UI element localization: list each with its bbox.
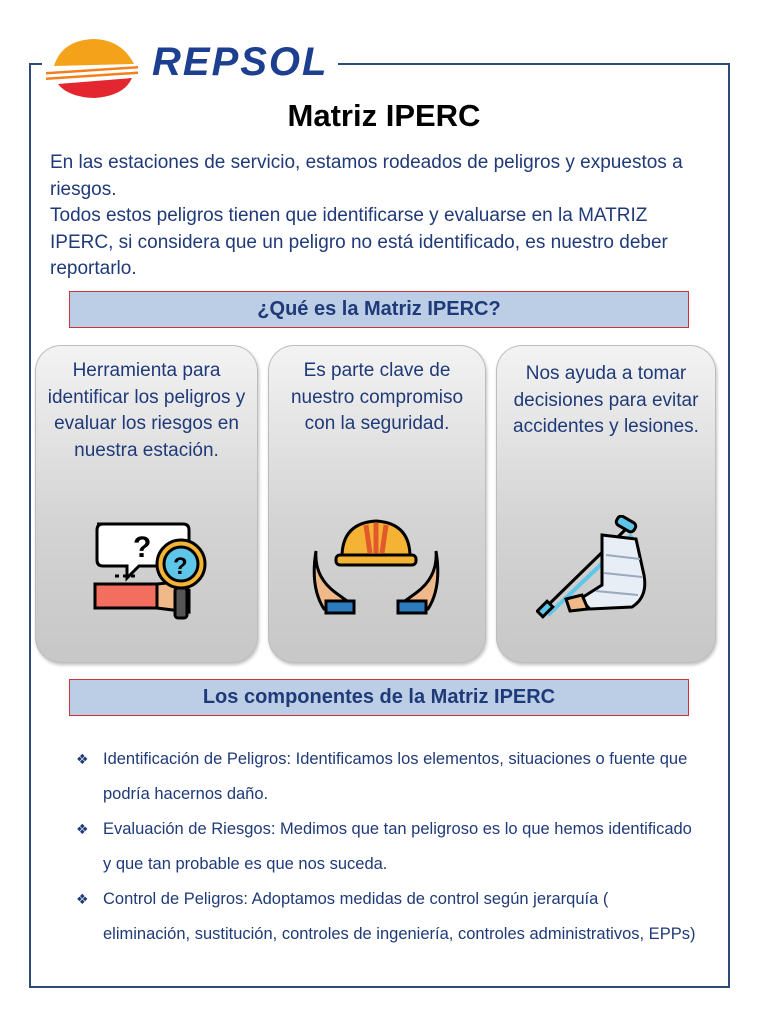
- list-item: [76, 882, 696, 952]
- component-text: Control de Peligros: Adoptamos medidas de control según jerarquía ( eliminación, sustitución, controles de ingeniería, controles administrativos, EPPs): [103, 890, 696, 943]
- intro-text: [50, 150, 710, 283]
- diamond-bullet-icon: ❖: [76, 751, 89, 767]
- injured-leg-crutch-icon: [536, 515, 656, 619]
- card-decisions: [496, 345, 716, 663]
- list-item: [76, 742, 696, 812]
- component-text: Evaluación de Riesgos: Medimos que tan peligroso es lo que hemos identificado y que tan probable es que nos suceda.: [103, 820, 692, 873]
- section-heading-what-is: ¿Qué es la Matriz IPERC?: [69, 291, 689, 328]
- intro-paragraph-2: Todos estos peligros tienen que identificarse y evaluarse en la MATRIZ IPERC, si considera que un peligro no está identificado, es nuestro deber reportarlo.: [50, 205, 668, 279]
- diamond-bullet-icon: ❖: [76, 891, 89, 907]
- page-title: Matriz IPERC: [287, 98, 481, 133]
- svg-text:?: ?: [173, 553, 188, 580]
- card-tool: [35, 345, 258, 663]
- repsol-logo: [42, 36, 338, 100]
- components-list: [76, 742, 696, 952]
- card-tool-text: Herramienta para identificar los peligros y evaluar los riesgos en nuestra estación.: [47, 360, 246, 461]
- hands-helmet-icon: [312, 517, 440, 615]
- card-decisions-text: Nos ayuda a tomar decisiones para evitar accidentes y lesiones.: [513, 363, 699, 437]
- component-text: Identificación de Peligros: Identificamos los elementos, situaciones o fuente que podría hacernos daño.: [103, 750, 688, 803]
- diamond-bullet-icon: ❖: [76, 821, 89, 837]
- section-heading-components: Los componentes de la Matriz IPERC: [69, 679, 689, 716]
- card-commitment-text: Es parte clave de nuestro compromiso con la seguridad.: [290, 360, 464, 434]
- repsol-sun-icon: [42, 36, 142, 100]
- intro-paragraph-1: En las estaciones de servicio, estamos rodeados de peligros y expuestos a riesgos.: [50, 152, 683, 200]
- repsol-wordmark: REPSOL: [152, 40, 329, 84]
- list-item: [76, 812, 696, 882]
- svg-text:?: ?: [133, 531, 152, 564]
- card-commitment: [268, 345, 486, 663]
- magnifier-question-icon: [93, 520, 211, 622]
